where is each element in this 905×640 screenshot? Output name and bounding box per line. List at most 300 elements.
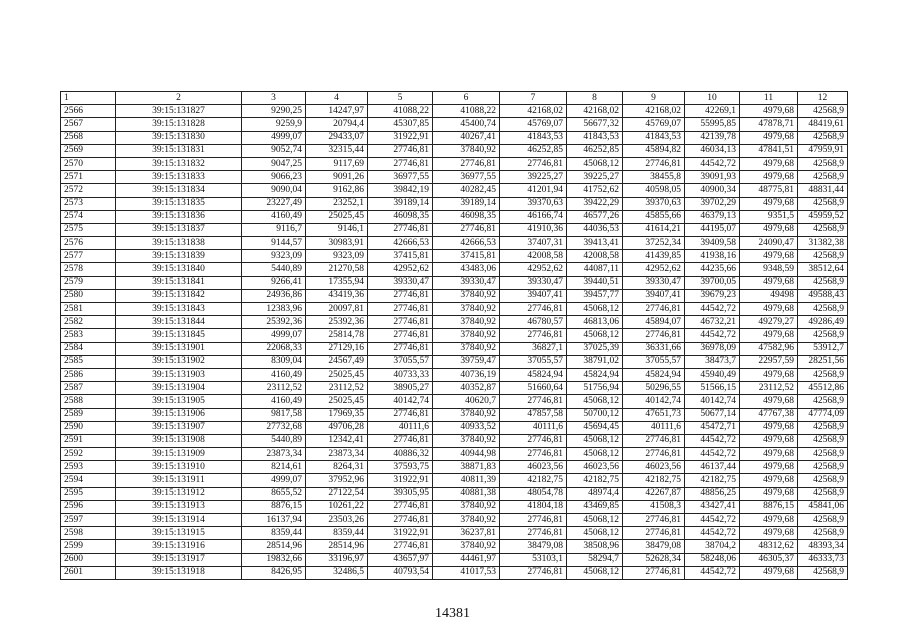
table-cell: 40900,34	[685, 184, 740, 197]
table-cell: 48419,61	[798, 118, 848, 131]
table-cell: 42568,9	[798, 329, 848, 342]
table-cell: 42182,75	[685, 474, 740, 487]
table-cell: 46252,85	[567, 144, 623, 157]
table-cell: 4979,68	[740, 527, 798, 540]
table-cell: 37840,92	[433, 342, 500, 355]
table-cell: 9348,59	[740, 263, 798, 276]
table-cell: 25392,36	[306, 316, 368, 329]
table-cell: 10261,22	[306, 500, 368, 513]
table-cell: 39:15:131838	[116, 237, 242, 250]
table-cell: 37840,92	[433, 408, 500, 421]
table-cell: 23252,1	[306, 197, 368, 210]
table-cell: 45769,07	[500, 118, 567, 131]
table-cell: 39330,47	[500, 276, 567, 289]
table-cell: 9323,09	[242, 250, 306, 263]
table-cell: 17355,94	[306, 276, 368, 289]
table-cell: 2599	[61, 540, 116, 553]
table-cell: 2582	[61, 316, 116, 329]
table-row	[61, 540, 848, 553]
table-cell: 39189,14	[433, 197, 500, 210]
table-cell: 27122,54	[306, 487, 368, 500]
table-cell: 2584	[61, 342, 116, 355]
table-cell: 46780,57	[500, 316, 567, 329]
table-cell: 40142,74	[368, 395, 433, 408]
table-cell: 4160,49	[242, 368, 306, 381]
table-cell: 9323,09	[306, 250, 368, 263]
table-cell: 37055,57	[500, 355, 567, 368]
table-cell: 39:15:131911	[116, 474, 242, 487]
table-cell: 41088,22	[433, 105, 500, 118]
table-cell: 44087,11	[567, 263, 623, 276]
table-cell: 2594	[61, 474, 116, 487]
table-cell: 39:15:131839	[116, 250, 242, 263]
table-cell: 46034,13	[685, 144, 740, 157]
table-cell: 47582,96	[740, 342, 798, 355]
table-cell: 2601	[61, 566, 116, 579]
table-row	[61, 118, 848, 131]
table-row	[61, 514, 848, 527]
table-cell: 42568,9	[798, 448, 848, 461]
table-cell: 42952,62	[500, 263, 567, 276]
table-cell: 24936,86	[242, 289, 306, 302]
table-cell: 39422,29	[567, 197, 623, 210]
table-cell: 38512,64	[798, 263, 848, 276]
table-cell: 37840,92	[433, 540, 500, 553]
table-cell: 38508,96	[567, 540, 623, 553]
table-cell: 45894,07	[623, 316, 685, 329]
table-cell: 36237,81	[433, 527, 500, 540]
table-cell: 48393,34	[798, 540, 848, 553]
table-cell: 4979,68	[740, 461, 798, 474]
table-cell: 42568,9	[798, 131, 848, 144]
table-cell: 39700,05	[685, 276, 740, 289]
table-cell: 46813,06	[567, 316, 623, 329]
table-cell: 38479,08	[500, 540, 567, 553]
table-cell: 48054,78	[500, 487, 567, 500]
table-row	[61, 434, 848, 447]
table-cell: 42568,9	[798, 461, 848, 474]
table-cell: 37840,92	[433, 316, 500, 329]
table-cell: 9351,5	[740, 210, 798, 223]
table-cell: 21270,58	[306, 263, 368, 276]
table-row	[61, 263, 848, 276]
table-cell: 2592	[61, 448, 116, 461]
table-cell: 51756,94	[567, 382, 623, 395]
table-cell: 42168,02	[567, 105, 623, 118]
table-cell: 46379,13	[685, 210, 740, 223]
table-cell: 27746,81	[500, 514, 567, 527]
table-cell: 14247,97	[306, 105, 368, 118]
table-cell: 9047,25	[242, 157, 306, 170]
table-cell: 47878,71	[740, 118, 798, 131]
table-cell: 39:15:131833	[116, 171, 242, 184]
table-cell: 27746,81	[368, 316, 433, 329]
table-cell: 44542,72	[685, 329, 740, 342]
table-cell: 28514,96	[306, 540, 368, 553]
table-cell: 2571	[61, 171, 116, 184]
table-cell: 2587	[61, 382, 116, 395]
table-cell: 25025,45	[306, 210, 368, 223]
table-cell: 40886,32	[368, 448, 433, 461]
table-cell: 42139,78	[685, 131, 740, 144]
table-cell: 39:15:131901	[116, 342, 242, 355]
table-cell: 40793,54	[368, 566, 433, 579]
page-number: 14381	[435, 606, 470, 621]
table-cell: 45841,06	[798, 500, 848, 513]
table-cell: 39:15:131844	[116, 316, 242, 329]
table-cell: 20097,81	[306, 303, 368, 316]
table-cell: 25392,36	[242, 316, 306, 329]
column-header: 4	[306, 92, 368, 105]
table-row	[61, 276, 848, 289]
table-cell: 37840,92	[433, 303, 500, 316]
table-cell: 37415,81	[433, 250, 500, 263]
table-cell: 45824,94	[500, 368, 567, 381]
table-cell: 9116,7	[242, 223, 306, 236]
table-cell: 4160,49	[242, 395, 306, 408]
table-cell: 42568,9	[798, 197, 848, 210]
column-header: 6	[433, 92, 500, 105]
table-cell: 46023,56	[623, 461, 685, 474]
table-cell: 38473,7	[685, 355, 740, 368]
column-header: 11	[740, 92, 798, 105]
table-row	[61, 197, 848, 210]
table-cell: 2573	[61, 197, 116, 210]
table-cell: 39759,47	[433, 355, 500, 368]
table-cell: 49279,27	[740, 316, 798, 329]
table-row	[61, 223, 848, 236]
table-cell: 9817,58	[242, 408, 306, 421]
table-cell: 37840,92	[433, 144, 500, 157]
table-cell: 40267,41	[433, 131, 500, 144]
table-cell: 2595	[61, 487, 116, 500]
table-cell: 22068,33	[242, 342, 306, 355]
column-header: 1	[61, 92, 116, 105]
table-cell: 37252,34	[623, 237, 685, 250]
table-cell: 27129,16	[306, 342, 368, 355]
table-cell: 2566	[61, 105, 116, 118]
table-cell: 4979,68	[740, 223, 798, 236]
table-cell: 40933,52	[433, 421, 500, 434]
table-cell: 27746,81	[623, 527, 685, 540]
table-cell: 17969,35	[306, 408, 368, 421]
table-cell: 51660,64	[500, 382, 567, 395]
table-cell: 41804,18	[500, 500, 567, 513]
table-cell: 38871,83	[433, 461, 500, 474]
table-cell: 27746,81	[368, 408, 433, 421]
table-cell: 8214,61	[242, 461, 306, 474]
table-cell: 41614,21	[623, 223, 685, 236]
table-cell: 39370,63	[500, 197, 567, 210]
table-cell: 32315,44	[306, 144, 368, 157]
table-cell: 42568,9	[798, 566, 848, 579]
table-cell: 42008,58	[567, 250, 623, 263]
table-cell: 2588	[61, 395, 116, 408]
table-cell: 27746,81	[500, 448, 567, 461]
table-cell: 39:15:131831	[116, 144, 242, 157]
table-cell: 27746,81	[500, 434, 567, 447]
table-cell: 46023,56	[567, 461, 623, 474]
table-cell: 42568,9	[798, 368, 848, 381]
table-cell: 33196,97	[306, 553, 368, 566]
table-cell: 50677,14	[685, 408, 740, 421]
table-cell: 40620,7	[433, 395, 500, 408]
table-cell: 5440,89	[242, 434, 306, 447]
table-cell: 39189,14	[368, 197, 433, 210]
table-cell: 4979,68	[740, 157, 798, 170]
table-cell: 42952,62	[623, 263, 685, 276]
table-cell: 45472,71	[685, 421, 740, 434]
table-cell: 44235,66	[685, 263, 740, 276]
table-cell: 47774,09	[798, 408, 848, 421]
table-cell: 40598,05	[623, 184, 685, 197]
table-cell: 2586	[61, 368, 116, 381]
table-cell: 46305,37	[740, 553, 798, 566]
table-cell: 38479,08	[623, 540, 685, 553]
table-cell: 2589	[61, 408, 116, 421]
table-cell: 48775,81	[740, 184, 798, 197]
table-cell: 50296,55	[623, 382, 685, 395]
table-cell: 8655,52	[242, 487, 306, 500]
table-cell: 2596	[61, 500, 116, 513]
table-cell: 27746,81	[500, 566, 567, 579]
table-cell: 46732,21	[685, 316, 740, 329]
table-cell: 42182,75	[623, 474, 685, 487]
table-cell: 39457,77	[567, 289, 623, 302]
table-cell: 4979,68	[740, 421, 798, 434]
table-cell: 41843,53	[500, 131, 567, 144]
table-cell: 39305,95	[368, 487, 433, 500]
table-cell: 42568,9	[798, 421, 848, 434]
table-cell: 27746,81	[433, 223, 500, 236]
table-cell: 39:15:131906	[116, 408, 242, 421]
table-cell: 39:15:131837	[116, 223, 242, 236]
table-cell: 56677,32	[567, 118, 623, 131]
table-cell: 28251,56	[798, 355, 848, 368]
table-cell: 32486,5	[306, 566, 368, 579]
table-cell: 45068,12	[567, 329, 623, 342]
table-cell: 37407,31	[500, 237, 567, 250]
table-cell: 9162,86	[306, 184, 368, 197]
table-cell: 42568,9	[798, 171, 848, 184]
table-cell: 46098,35	[433, 210, 500, 223]
table-cell: 39:15:131827	[116, 105, 242, 118]
table-cell: 31382,38	[798, 237, 848, 250]
table-cell: 25814,78	[306, 329, 368, 342]
table-cell: 49706,28	[306, 421, 368, 434]
table-cell: 41201,94	[500, 184, 567, 197]
table-cell: 4979,68	[740, 474, 798, 487]
table-cell: 2600	[61, 553, 116, 566]
table-cell: 27746,81	[368, 289, 433, 302]
table-row	[61, 289, 848, 302]
table-cell: 37840,92	[433, 514, 500, 527]
table-cell: 46577,26	[567, 210, 623, 223]
table-cell: 42168,02	[500, 105, 567, 118]
table-cell: 39:15:131908	[116, 434, 242, 447]
table-cell: 39330,47	[433, 276, 500, 289]
table-cell: 30983,91	[306, 237, 368, 250]
table-cell: 46252,85	[500, 144, 567, 157]
table-cell: 27746,81	[623, 448, 685, 461]
table-cell: 9259,9	[242, 118, 306, 131]
table-cell: 45068,12	[567, 395, 623, 408]
table-cell: 39:15:131914	[116, 514, 242, 527]
table-cell: 40282,45	[433, 184, 500, 197]
table-row	[61, 303, 848, 316]
table-cell: 58294,7	[567, 553, 623, 566]
table-cell: 45824,94	[567, 368, 623, 381]
table-row	[61, 342, 848, 355]
table-cell: 31922,91	[368, 527, 433, 540]
table-row	[61, 250, 848, 263]
table-cell: 8359,44	[306, 527, 368, 540]
table-cell: 2583	[61, 329, 116, 342]
table-cell: 37593,75	[368, 461, 433, 474]
table-cell: 4979,68	[740, 329, 798, 342]
table-cell: 23112,52	[740, 382, 798, 395]
table-cell: 48831,44	[798, 184, 848, 197]
table-cell: 50700,12	[567, 408, 623, 421]
table-cell: 2574	[61, 210, 116, 223]
table-cell: 39:15:131832	[116, 157, 242, 170]
table-cell: 9290,25	[242, 105, 306, 118]
table-cell: 4979,68	[740, 487, 798, 500]
table-cell: 4979,68	[740, 434, 798, 447]
table-cell: 42568,9	[798, 105, 848, 118]
table-cell: 2591	[61, 434, 116, 447]
table-cell: 43419,36	[306, 289, 368, 302]
table-cell: 41752,62	[567, 184, 623, 197]
table-cell: 48856,25	[685, 487, 740, 500]
table-cell: 45307,85	[368, 118, 433, 131]
table-cell: 27746,81	[368, 223, 433, 236]
table-cell: 45694,45	[567, 421, 623, 434]
column-header: 3	[242, 92, 306, 105]
table-cell: 52628,34	[623, 553, 685, 566]
table-cell: 44542,72	[685, 157, 740, 170]
table-cell: 9091,26	[306, 171, 368, 184]
table-cell: 44195,07	[685, 223, 740, 236]
table-cell: 42182,75	[500, 474, 567, 487]
table-cell: 27746,81	[368, 434, 433, 447]
column-header: 10	[685, 92, 740, 105]
table-cell: 39413,41	[567, 237, 623, 250]
table-cell: 36978,09	[685, 342, 740, 355]
table-cell: 42568,9	[798, 434, 848, 447]
table-cell: 39842,19	[368, 184, 433, 197]
table-cell: 39:15:131905	[116, 395, 242, 408]
table-cell: 37025,39	[567, 342, 623, 355]
table-cell: 45400,74	[433, 118, 500, 131]
table-row	[61, 210, 848, 223]
table-cell: 2585	[61, 355, 116, 368]
table-cell: 2572	[61, 184, 116, 197]
table-cell: 40111,6	[368, 421, 433, 434]
table-cell: 42182,75	[567, 474, 623, 487]
table-cell: 42952,62	[368, 263, 433, 276]
column-header: 9	[623, 92, 685, 105]
table-cell: 39225,27	[567, 171, 623, 184]
table-cell: 4979,68	[740, 303, 798, 316]
table-cell: 41017,53	[433, 566, 500, 579]
table-cell: 37840,92	[433, 329, 500, 342]
table-cell: 42568,9	[798, 514, 848, 527]
table-cell: 38791,02	[567, 355, 623, 368]
table-cell: 2593	[61, 461, 116, 474]
table-cell: 4999,07	[242, 329, 306, 342]
table-cell: 40111,6	[623, 421, 685, 434]
table-cell: 41508,3	[623, 500, 685, 513]
table-cell: 2570	[61, 157, 116, 170]
table-cell: 39:15:131828	[116, 118, 242, 131]
table-cell: 41843,53	[623, 131, 685, 144]
table-cell: 27746,81	[368, 514, 433, 527]
table-cell: 37840,92	[433, 434, 500, 447]
table-cell: 36827,1	[500, 342, 567, 355]
table-cell: 39:15:131835	[116, 197, 242, 210]
table-cell: 23873,34	[242, 448, 306, 461]
table-cell: 44542,72	[685, 434, 740, 447]
table-cell: 31922,91	[368, 131, 433, 144]
table-cell: 39440,51	[567, 276, 623, 289]
table-cell: 39225,27	[500, 171, 567, 184]
table-cell: 4999,07	[242, 474, 306, 487]
table-cell: 39:15:131836	[116, 210, 242, 223]
table-cell: 27746,81	[500, 157, 567, 170]
table-body	[61, 105, 848, 580]
table-cell: 39:15:131842	[116, 289, 242, 302]
table-cell: 37055,57	[368, 355, 433, 368]
column-header: 5	[368, 92, 433, 105]
table-cell: 39679,23	[685, 289, 740, 302]
table-cell: 39:15:131845	[116, 329, 242, 342]
table-cell: 45068,12	[567, 514, 623, 527]
table-cell: 39409,58	[685, 237, 740, 250]
table-cell: 31922,91	[368, 474, 433, 487]
table-cell: 4979,68	[740, 197, 798, 210]
table-cell: 49498	[740, 289, 798, 302]
table-cell: 39330,47	[368, 276, 433, 289]
table-cell: 48312,62	[740, 540, 798, 553]
table-row	[61, 527, 848, 540]
table-cell: 8264,31	[306, 461, 368, 474]
table-row	[61, 421, 848, 434]
table-cell: 45068,12	[567, 527, 623, 540]
table-cell: 28514,96	[242, 540, 306, 553]
table-cell: 43657,97	[368, 553, 433, 566]
table-cell: 25025,45	[306, 395, 368, 408]
table-row	[61, 184, 848, 197]
table-cell: 4979,68	[740, 514, 798, 527]
table-cell: 40811,39	[433, 474, 500, 487]
table-cell: 2579	[61, 276, 116, 289]
table-cell: 8876,15	[740, 500, 798, 513]
table-cell: 39:15:131841	[116, 276, 242, 289]
table-cell: 23873,34	[306, 448, 368, 461]
table-cell: 42568,9	[798, 395, 848, 408]
table-cell: 9066,23	[242, 171, 306, 184]
table-cell: 44542,72	[685, 514, 740, 527]
table-cell: 27746,81	[368, 329, 433, 342]
table-row	[61, 368, 848, 381]
table-row	[61, 487, 848, 500]
table-cell: 24567,49	[306, 355, 368, 368]
table-cell: 46166,74	[500, 210, 567, 223]
table-cell: 36977,55	[368, 171, 433, 184]
table-cell: 2567	[61, 118, 116, 131]
table-cell: 23112,52	[306, 382, 368, 395]
